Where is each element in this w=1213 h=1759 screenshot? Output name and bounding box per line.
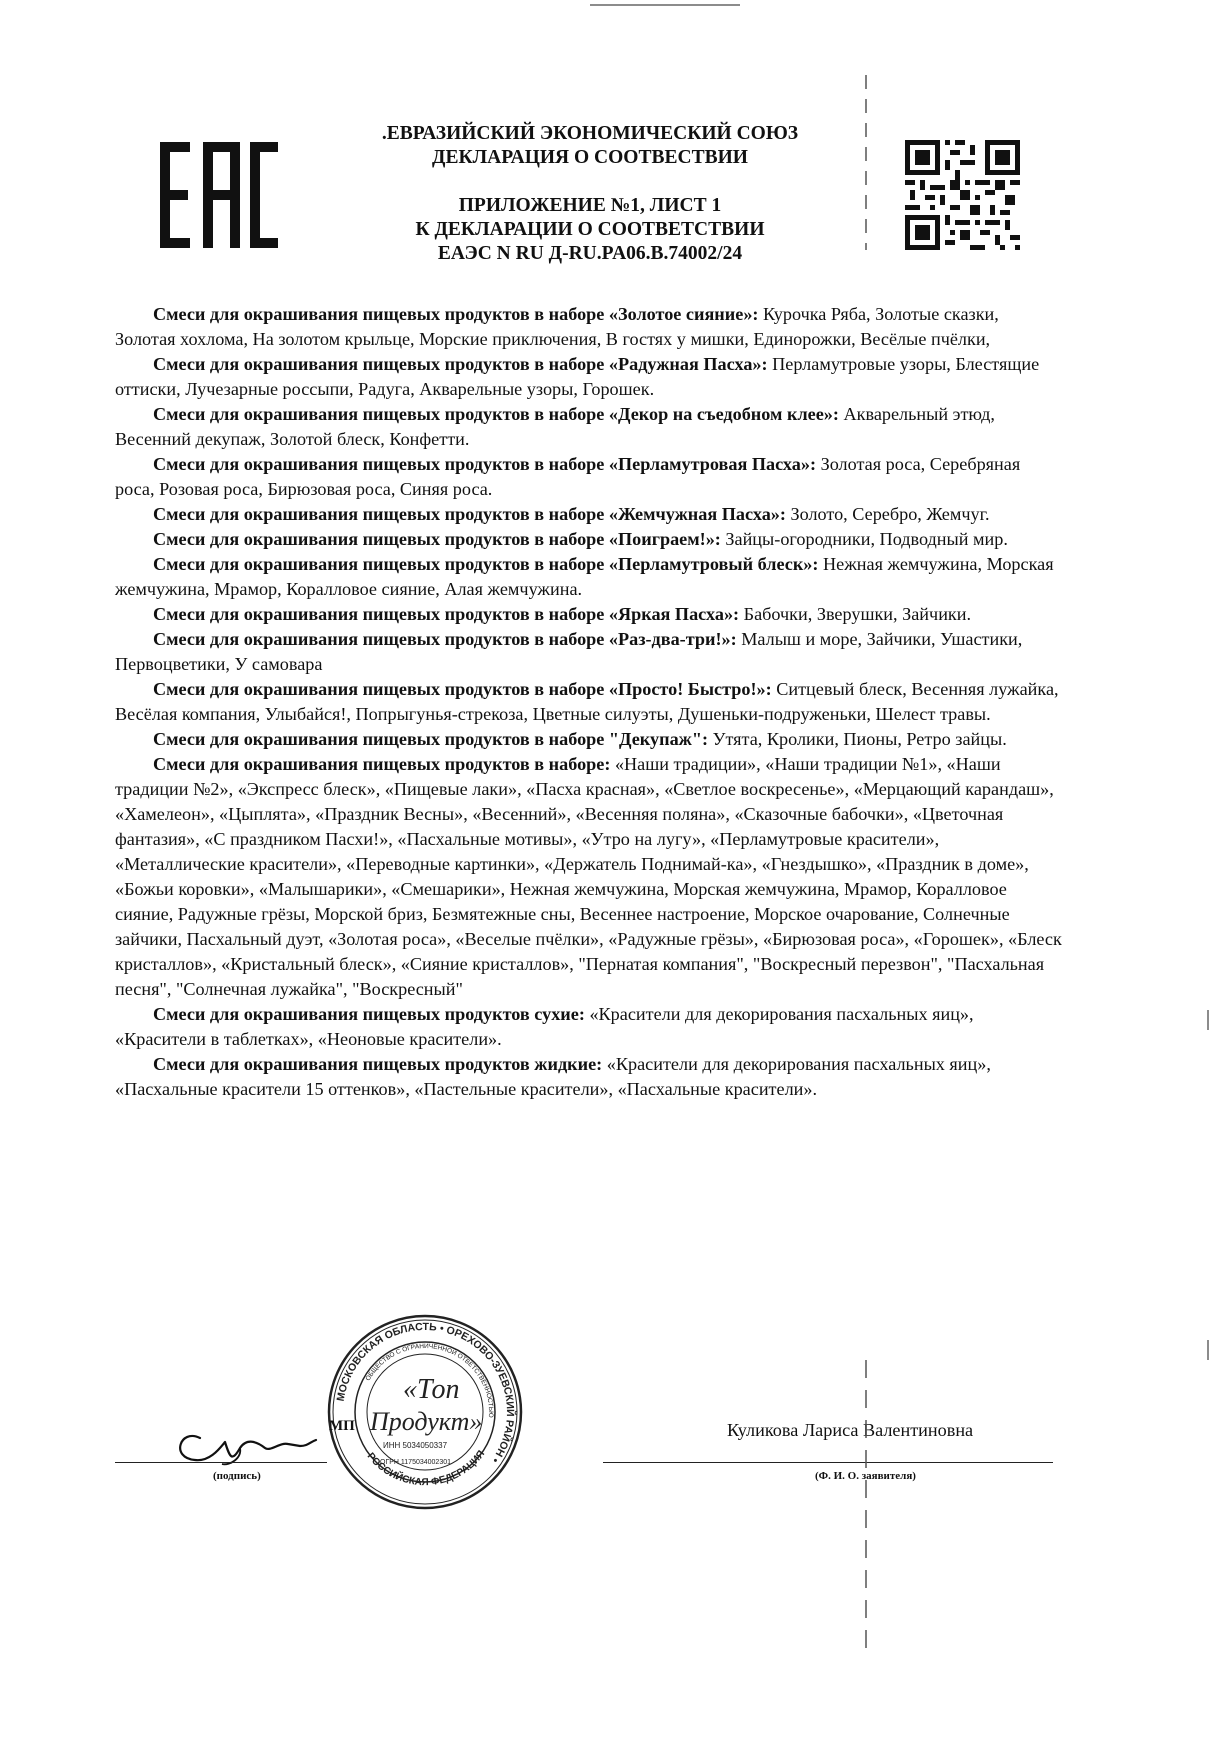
paragraph-raz-dva-tri: Смеси для окрашивания пищевых продуктов в наборе «Раз-два-три!»: Малыш и море, Зайчики, Ушастики, Первоцветики, У самовара [115, 629, 1023, 674]
applicant-name: Куликова Лариса Валентиновна [727, 1420, 974, 1440]
signature-block [115, 1310, 1065, 1510]
header-to-declaration: К ДЕКЛАРАЦИИ О СООТВЕТСТВИИ [415, 219, 765, 240]
header-union: .ЕВРАЗИЙСКИЙ ЭКОНОМИЧЕСКИЙ СОЮЗ [381, 123, 799, 144]
signature-caption: (подпись) [213, 1470, 261, 1482]
product-list [115, 302, 1063, 1102]
name-line [603, 1462, 1053, 1463]
svg-text:ОГРН 1175034002301: ОГРН 1175034002301 [380, 1459, 451, 1466]
document-header [340, 122, 840, 266]
paragraph-perlamutrovaya-pasha: Смеси для окрашивания пищевых продуктов в наборе «Перламутровая Пасха»: Золотая роса, Серебряная роса, Розовая роса, Бирюзовая роса, Синяя роса. [115, 454, 1021, 499]
svg-text:МП: МП [329, 1418, 355, 1434]
paragraph-prosto-bystro: Смеси для окрашивания пищевых продуктов в наборе «Просто! Быстро!»: Ситцевый блеск, Весенняя лужайка, Весёлая компания, Улыбайся!, Попрыгунья-стрекоза, Цветные силуэты, Душеньки-подруженьки, Шелест травы. [115, 679, 1059, 724]
company-stamp [325, 1312, 525, 1512]
header-appendix: ПРИЛОЖЕНИЕ №1, ЛИСТ 1 [458, 195, 722, 216]
paragraph-perlamutroviy-blesk: Смеси для окрашивания пищевых продуктов в наборе «Перламутровый блеск»: Нежная жемчужина, Морская жемчужина, Мрамор, Коралловое сияние, Алая жемчужина. [115, 554, 1054, 599]
paragraph-raduzhnaya-pasha: Смеси для окрашивания пищевых продуктов в наборе «Радужная Пасха»: Перламутровые узоры, Блестящие оттиски, Лучезарные россыпи, Радуга, Акварельные узоры, Горошек. [115, 354, 1040, 399]
svg-text:ИНН 5034050337: ИНН 5034050337 [383, 1441, 448, 1450]
header-declaration: ДЕКЛАРАЦИЯ О СООТВЕСТВИИ [432, 147, 748, 168]
svg-text:МОСКОВСКАЯ ОБЛАСТЬ • ОРЕХОВО-З: МОСКОВСКАЯ ОБЛАСТЬ • ОРЕХОВО-ЗУЕВСКИЙ РАЙОН • [334, 1320, 517, 1466]
paragraph-zhemchuzhnaya-pasha: Смеси для окрашивания пищевых продуктов в наборе «Жемчужная Пасха»: Золото, Серебро, Жемчуг. [153, 504, 990, 524]
paragraph-general-sets: Смеси для окрашивания пищевых продуктов в наборе: «Наши традиции», «Наши традиции №1», «Наши традиции №2», «Экспресс блеск», «Пищевые лаки», «Пасха красная», «Светлое воскресенье», «Мерцающий карандаш», «Хамелеон», «Цыплята», «Праздник Весны», «Весенний», «Весенняя поляна», «Сказочные бабочки», «Цветочная фантазия», «С праздником Пасхи!», «Пасхальные мотивы», «Утро на лугу», «Перламутровые красители», «Металлические красители», «Переводные картинки», «Держатель Поднимай-ка», «Гнездышко», «Праздник в доме», «Божьи коровки», «Малышарики», «Смешарики», Нежная жемчужина, Морская жемчужина, Мрамор, Коралловое сияние, Радужные грёзы, Морской бриз, Безмятежные сны, Весеннее настроение, Морское очарование, Солнечные зайчики, Пасхальный дуэт, «Золотая роса», «Веселые пчёлки», «Радужные грёзы», «Бирюзовая роса», «Горошек», «Блеск кристаллов», «Кристальный блеск», «Сияние кристаллов», "Пернатая компания", "Воскресный перезвон", "Пасхальная песня", "Солнечная лужайка", "Воскресный" [115, 754, 1062, 999]
paragraph-yarkaya-pasha: Смеси для окрашивания пищевых продуктов в наборе «Яркая Пасха»: Бабочки, Зверушки, Зайчики. [153, 604, 972, 624]
svg-text:«Топ: «Топ [403, 1374, 460, 1405]
signature-line [115, 1462, 327, 1463]
paragraph-liquid-mixes: Смеси для окрашивания пищевых продуктов жидкие: «Красители для декорирования пасхальных яиц», «Пасхальные красители 15 оттенков», «Пастельные красители», «Пасхальные красители». [115, 1054, 991, 1099]
eac-logo [158, 140, 280, 250]
paragraph-dekor-na-kleye: Смеси для окрашивания пищевых продуктов в наборе «Декор на съедобном клее»: Акварельный этюд, Весенний декупаж, Золотой блеск, Конфетти. [115, 404, 995, 449]
header-registration-number: ЕАЭС N RU Д-RU.PA06.B.74002/24 [437, 243, 743, 264]
svg-text:ОБЩЕСТВО С ОГРАНИЧЕННОЙ ОТВЕТС: ОБЩЕСТВО С ОГРАНИЧЕННОЙ ОТВЕТСТВЕННОСТЬЮ [364, 1342, 495, 1418]
svg-text:РОССИЙСКАЯ ФЕДЕРАЦИЯ: РОССИЙСКАЯ ФЕДЕРАЦИЯ [364, 1448, 488, 1489]
svg-text:Продукт»: Продукт» [370, 1407, 483, 1436]
qr-code [905, 140, 1020, 250]
paragraph-dekupazh: Смеси для окрашивания пищевых продуктов в наборе "Декупаж": Утята, Кролики, Пионы, Ретро зайцы. [153, 729, 1007, 749]
paragraph-zolotoe-siyanie: Смеси для окрашивания пищевых продуктов в наборе «Золотое сияние»: Курочка Ряба, Золотые сказки, Золотая хохлома, На золотом крыльце, Морские приключения, В гостях у мишки, Единорожки, Весёлые пчёлки, [115, 304, 999, 349]
name-caption: (Ф. И. О. заявителя) [815, 1470, 916, 1482]
paragraph-dry-mixes: Смеси для окрашивания пищевых продуктов сухие: «Красители для декорирования пасхальных яиц», «Красители в таблетках», «Неоновые красители». [115, 1004, 974, 1049]
paragraph-poigraem: Смеси для окрашивания пищевых продуктов в наборе «Поиграем!»: Зайцы-огородники, Подводный мир. [153, 529, 1008, 549]
